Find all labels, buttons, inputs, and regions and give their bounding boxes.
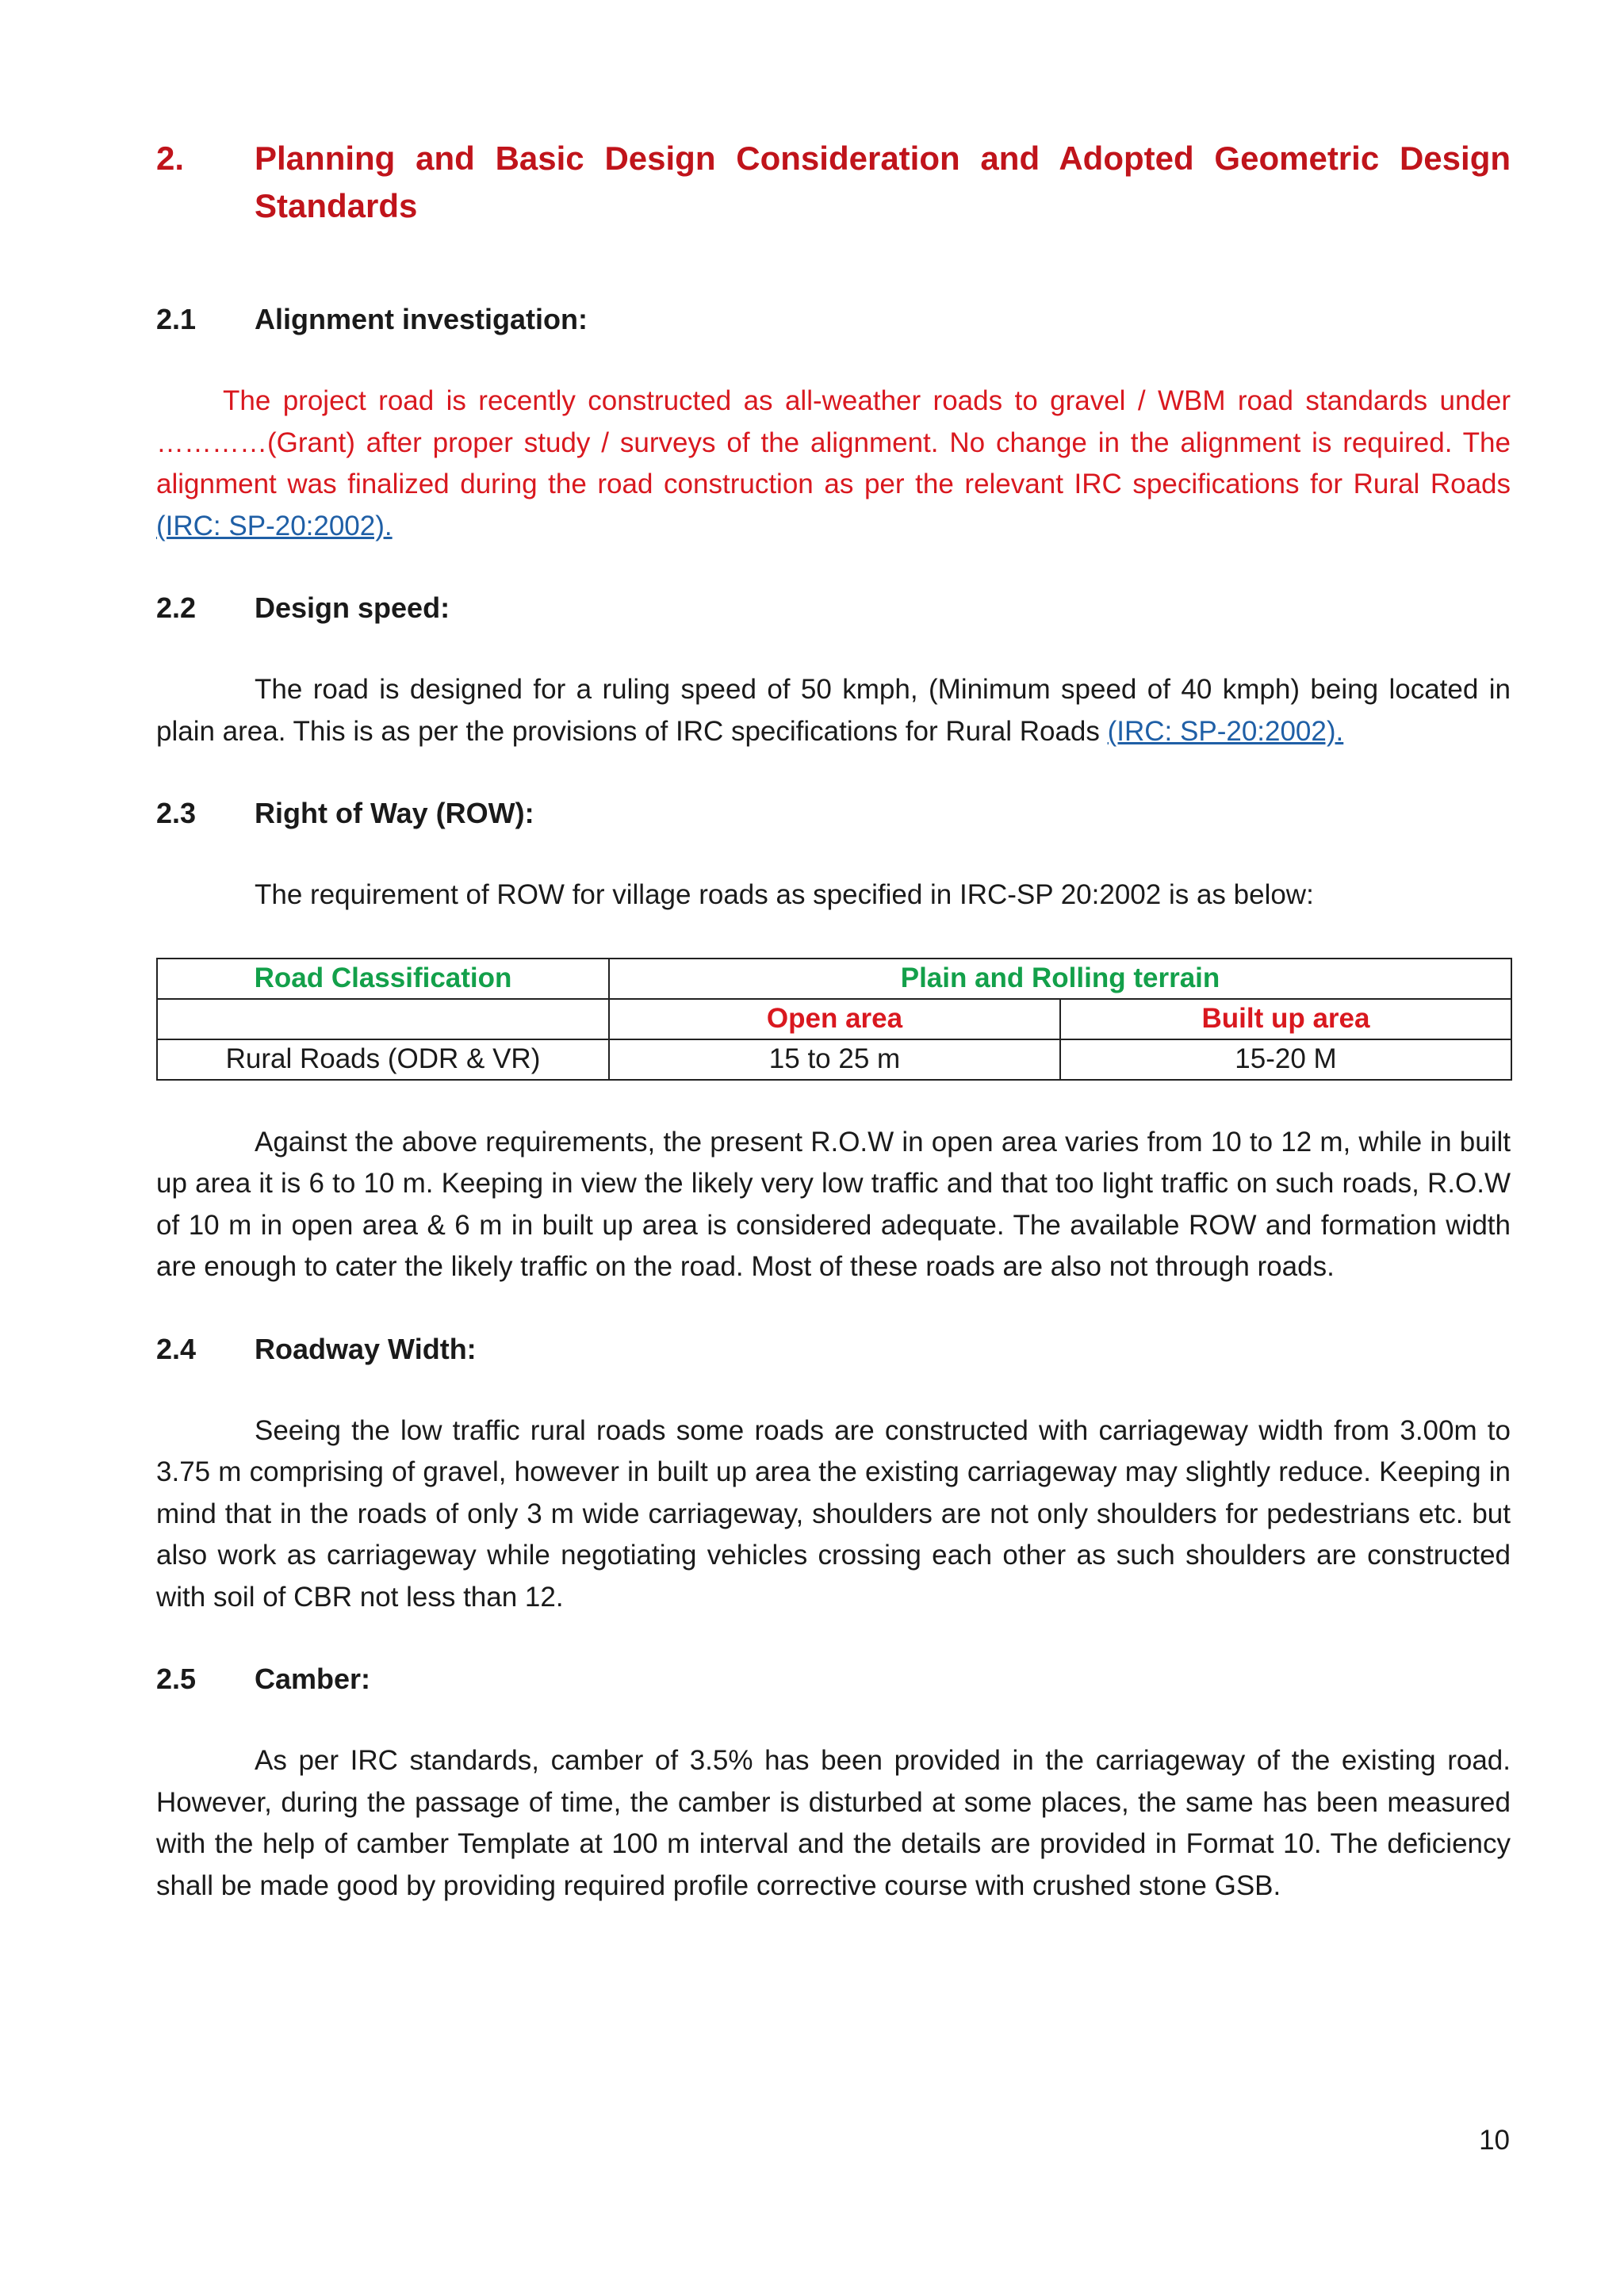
table-subheader-row <box>157 999 1511 1039</box>
subsection-heading-2-5 <box>156 1659 1511 1699</box>
document-page <box>156 135 1511 1907</box>
irc-reference-link[interactable]: (IRC: SP-20:2002). <box>156 510 393 541</box>
subsection-heading-2-2 <box>156 588 1511 628</box>
paragraph-text: The project road is recently constructed as all-weather roads to gravel / WBM road standards under …………(Grant) after proper study / surveys of the alignment. No change in the alignment is required. The alignment was finalized during the road construction as per the relevant IRC specifications for Rural Roads <box>156 385 1511 499</box>
row-requirements-table <box>156 958 1512 1081</box>
irc-reference-link[interactable]: (IRC: SP-20:2002). <box>1107 715 1344 747</box>
section-title: Planning and Basic Design Consideration and Adopted Geometric Design Standards <box>255 140 1511 224</box>
table-cell: 15 to 25 m <box>609 1039 1060 1080</box>
table-subheader-cell: Built up area <box>1060 999 1511 1039</box>
paragraph-roadway-width: Seeing the low traffic rural roads some roads are constructed with carriageway width from 3.00m to 3.75 m comprising of gravel, however in built up area the existing carriageway may slightly reduce. Keeping in mind that in the roads of only 3 m wide carriageway, shoulders are not only shoulders for pedestrians etc. but also work as carriageway while negotiating vehicles crossing each other as such shoulders are constructed with soil of CBR not less than 12. <box>156 1414 1511 1613</box>
table-header-cell: Plain and Rolling terrain <box>609 959 1511 999</box>
subsection-heading-2-4 <box>156 1330 1511 1369</box>
subsection-title: Alignment investigation: <box>255 303 588 335</box>
section-number: 2. <box>156 140 185 177</box>
table-cell-empty <box>157 999 609 1039</box>
section-heading <box>156 135 1511 230</box>
subsection-number: 2.5 <box>156 1663 197 1695</box>
paragraph-camber: As per IRC standards, camber of 3.5% has been provided in the carriageway of the existing road. However, during the passage of time, the camber is disturbed at some places, the same has been measured with the help of camber Template at 100 m interval and the details are provided in Format 10. The deficiency shall be made good by providing required profile corrective course with crushed stone GSB. <box>156 1745 1511 1901</box>
table-cell: 15-20 M <box>1060 1039 1511 1080</box>
table-subheader-cell: Open area <box>609 999 1060 1039</box>
subsection-number: 2.4 <box>156 1332 197 1365</box>
paragraph-text: The road is designed for a ruling speed of 50 kmph, (Minimum speed of 40 kmph) being located in plain area. This is as per the provisions of IRC specifications for Rural Roads <box>156 674 1511 747</box>
paragraph-row-intro: The requirement of ROW for village roads as specified in IRC-SP 20:2002 is as below: <box>255 879 1314 910</box>
subsection-number: 2.3 <box>156 797 197 829</box>
subsection-title: Design speed: <box>255 591 450 624</box>
subsection-number: 2.2 <box>156 591 197 624</box>
table-row <box>157 1039 1511 1080</box>
subsection-number: 2.1 <box>156 303 197 335</box>
subsection-heading-2-1 <box>156 300 1511 339</box>
subsection-title: Roadway Width: <box>255 1332 477 1365</box>
page-number: 10 <box>1479 2125 1510 2156</box>
table-header-row <box>157 959 1511 999</box>
table-header-cell: Road Classification <box>157 959 609 999</box>
paragraph-row: Against the above requirements, the present R.O.W in open area varies from 10 to 12 m, while in built up area it is 6 to 10 m. Keeping in view the likely very low traffic and that too light traffic on such roads, R.O.W of 10 m in open area & 6 m in built up area is considered adequate. The available ROW and formation width are enough to cater the likely traffic on the road. Most of these roads are also not through roads. <box>156 1126 1511 1282</box>
subsection-heading-2-3 <box>156 794 1511 833</box>
subsection-title: Camber: <box>255 1663 371 1695</box>
paragraph-design-speed <box>156 669 1511 752</box>
subsection-title: Right of Way (ROW): <box>255 797 534 829</box>
table-cell: Rural Roads (ODR & VR) <box>157 1039 609 1080</box>
paragraph-alignment <box>156 381 1511 547</box>
